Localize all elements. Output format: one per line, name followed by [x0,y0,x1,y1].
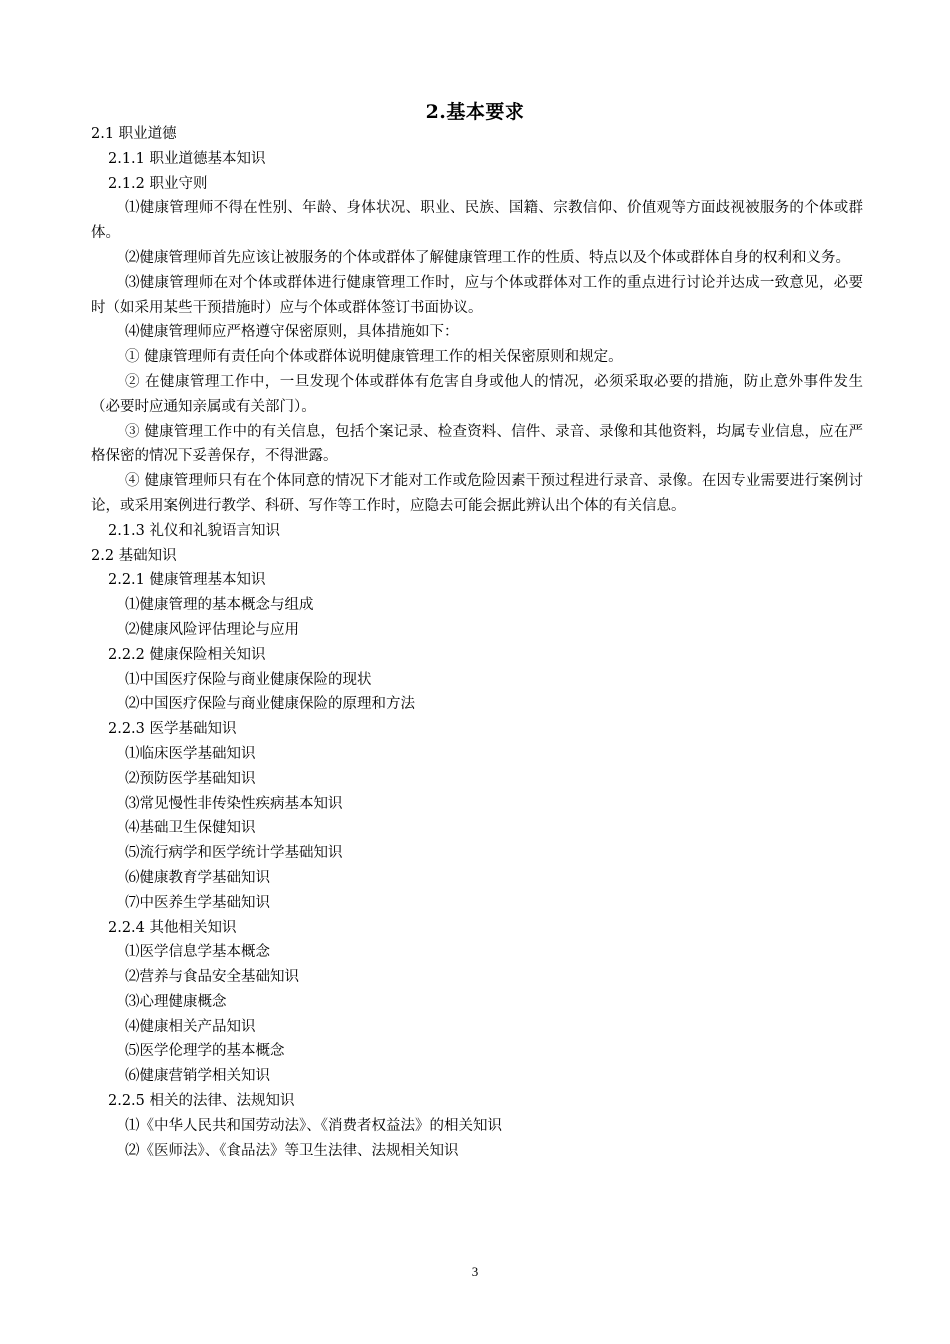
paragraph-4: ⑷健康管理师应严格遵守保密原则，具体措施如下： [125,324,459,341]
measure-1: ① 健康管理师有责任向个体或群体说明健康管理工作的相关保密原则和规定。 [125,349,623,366]
list-item: ⑸流行病学和医学统计学基础知识 [125,845,343,862]
list-item: ⑹健康教育学基础知识 [125,869,270,886]
measure-3: ③ 健康管理工作中的有关信息，包括个案记录、检查资料、信件、录音、录像和其他资料，均属专业信息，应在严格保密的情况下妥善保存，不得泄露。 [91,423,863,465]
heading-2-2: 2.2 基础知识 [91,547,177,564]
page-title: 2.基本要求 [425,101,525,123]
document-body [91,122,863,1163]
list-item: ⑴健康管理的基本概念与组成 [125,597,314,614]
list-item: ⑵中国医疗保险与商业健康保险的原理和方法 [125,696,415,713]
list-item: ⑴临床医学基础知识 [125,745,256,762]
heading-2-1-2: 2.1.2 职业守则 [108,175,208,192]
paragraph-2: ⑵健康管理师首先应该让被服务的个体或群体了解健康管理工作的性质、特点以及个体或群体自身的权利和义务。 [125,249,850,266]
list-item: ⑴中国医疗保险与商业健康保险的现状 [125,671,372,688]
heading-2-2-5: 2.2.5 相关的法律、法规知识 [108,1093,295,1110]
heading-2-2-3: 2.2.3 医学基础知识 [108,721,237,738]
heading-2-2-4: 2.2.4 其他相关知识 [108,919,237,936]
list-item: ⑵《医师法》、《食品法》等卫生法律、法规相关知识 [125,1142,459,1159]
list-item: ⑵营养与食品安全基础知识 [125,969,299,986]
heading-2-2-2: 2.2.2 健康保险相关知识 [108,646,266,663]
measure-4: ④ 健康管理师只有在个体同意的情况下才能对工作或危险因素干预过程进行录音、录像。在因专业需要进行案例讨论，或采用案例进行教学、科研、写作等工作时，应隐去可能会据此辨认出个体的有关信息。 [91,473,863,514]
paragraph-1: ⑴健康管理师不得在性别、年龄、身体状况、职业、民族、国籍、宗教信仰、价值观等方面歧视被服务的个体或群体。 [91,200,863,242]
page-number: 3 [471,1264,479,1279]
list-item: ⑹健康营销学相关知识 [125,1068,270,1085]
heading-2-1-3: 2.1.3 礼仪和礼貌语言知识 [108,522,281,539]
list-item: ⑵健康风险评估理论与应用 [125,621,299,638]
list-item: ⑵预防医学基础知识 [125,770,256,787]
measure-2: ② 在健康管理工作中，一旦发现个体或群体有危害自身或他人的情况，必须采取必要的措施，防止意外事件发生（必要时应通知亲属或有关部门）。 [91,373,863,415]
list-item: ⑺中医养生学基础知识 [125,894,270,911]
paragraph-3: ⑶健康管理师在对个体或群体进行健康管理工作时，应与个体或群体对工作的重点进行讨论并达成一致意见，必要时（如采用某些干预措施时）应与个体或群体签订书面协议。 [91,274,863,316]
list-item: ⑶常见慢性非传染性疾病基本知识 [125,795,343,812]
list-item: ⑶心理健康概念 [125,993,227,1010]
heading-2-1: 2.1 职业道德 [91,126,177,142]
list-item: ⑴《中华人民共和国劳动法》、《消费者权益法》的相关知识 [125,1117,502,1134]
list-item: ⑷基础卫生保健知识 [125,820,256,837]
heading-2-1-1: 2.1.1 职业道德基本知识 [108,150,266,167]
heading-2-2-1: 2.2.1 健康管理基本知识 [108,572,266,589]
list-item: ⑴医学信息学基本概念 [125,944,270,961]
list-item: ⑸医学伦理学的基本概念 [125,1043,285,1060]
list-item: ⑷健康相关产品知识 [125,1018,256,1035]
